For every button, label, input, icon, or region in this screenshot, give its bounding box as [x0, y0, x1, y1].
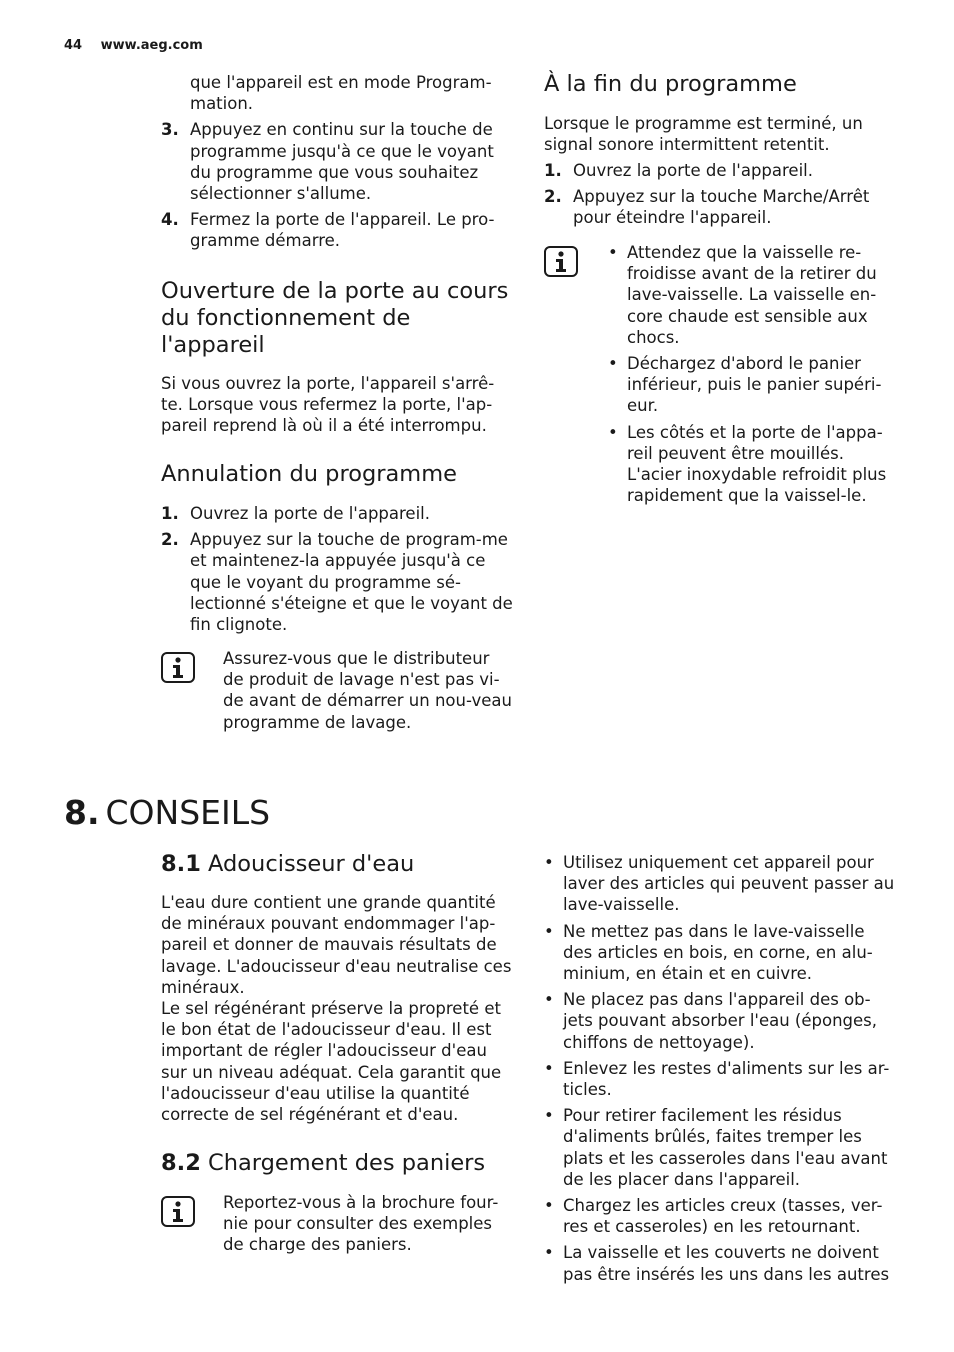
cancel-steps-list	[161, 503, 513, 640]
step-item: 3. Appuyez en continu sur la touche de programme jusqu'à ce que le voyant du programme que vous souhaitez sélectionner s'allume.	[161, 120, 494, 204]
subsection-heading-water-softener: 8.1 Adoucisseur d'eau	[161, 851, 415, 877]
continued-text: que l'appareil est en mode Program-mation.	[190, 73, 492, 114]
list-item: • Déchargez d'abord le panier inférieur, puis le panier supéri-eur.	[608, 353, 896, 417]
section-heading	[64, 793, 270, 833]
section-title: CONSEILS	[105, 793, 271, 832]
step-item: 2. Appuyez sur la touche Marche/Arrêt pour éteindre l'appareil.	[544, 187, 870, 228]
list-item: • Chargez les articles creux (tasses, ver-res et casseroles) en les retournant.	[544, 1195, 896, 1237]
cancel-info-note	[161, 648, 513, 733]
section-number: 8.	[64, 793, 100, 832]
list-item: • Ne placez pas dans l'appareil des ob-jets pouvant absorber l'eau (éponges, chiffons de nettoyage).	[544, 989, 896, 1053]
step-item: 4. Fermez la porte de l'appareil. Le pro-gramme démarre.	[161, 210, 495, 251]
water-softener-text-2: Le sel régénérant préserve la propreté et le bon état de l'adoucisseur d'eau. Il est important de régler l'adoucisseur d'eau sur un niveau adéquat. Cela garantit que l'adoucisseur d'eau utilise la quantité correcte de sel régénérant et d'eau.	[161, 999, 502, 1125]
list-item: • Pour retirer facilement les résidus d'aliments brûlés, faites tremper les plats et les casseroles dans l'eau avant de les placer dans l'appareil.	[544, 1105, 896, 1190]
list-item: • Utilisez uniquement cet appareil pour laver des articles qui peuvent passer au lave-vaisselle.	[544, 852, 896, 916]
info-icon	[161, 1196, 195, 1227]
end-info-note	[544, 242, 896, 511]
list-item: • La vaisselle et les couverts ne doivent pas être insérés les uns dans les autres	[544, 1242, 896, 1284]
page-number: 44	[64, 38, 83, 53]
end-program-text: Lorsque le programme est terminé, un signal sonore intermittent retentit.	[544, 114, 863, 155]
end-steps-list	[544, 160, 896, 234]
list-item: • Les côtés et la porte de l'appa-reil peuvent être mouillés. L'acier inoxydable refroidit plus rapidement que la vaissel-le.	[608, 422, 896, 507]
step-item: 1. Ouvrez la porte de l'appareil.	[544, 161, 813, 180]
list-item: • Attendez que la vaisselle re-froidisse avant de la retirer du lave-vaisselle. La vaisselle en-core chaude est sensible aux chocs.	[608, 242, 896, 348]
loading-note-text: Reportez-vous à la brochure four-nie pour consulter des exemples de charge des paniers.	[223, 1193, 499, 1255]
end-program-heading: À la fin du programme	[544, 71, 797, 97]
website-url: www.aeg.com	[100, 38, 203, 53]
cancel-note-text: Assurez-vous que le distributeur de produit de lavage n'est pas vi-de avant de démarrer un nou-veau programme de lavage.	[223, 649, 512, 732]
water-softener-text-1: L'eau dure contient une grande quantité de minéraux pouvant endommager l'ap-pareil et donner de mauvais résultats de lavage. L'adoucisseur d'eau neutralise ces minéraux.	[161, 893, 512, 997]
info-icon	[544, 246, 578, 277]
list-item: • Ne mettez pas dans le lave-vaisselle des articles en bois, en corne, en alu-minium, en étain et en cuivre.	[544, 921, 896, 985]
tips-bullet-list	[544, 852, 896, 1290]
cancel-heading: Annulation du programme	[161, 461, 457, 487]
door-open-text: Si vous ouvrez la porte, l'appareil s'arrê-te. Lorsque vous refermez la porte, l'ap-pareil reprend là où il a été interrompu.	[161, 374, 495, 436]
step-item: 1. Ouvrez la porte de l'appareil.	[161, 504, 430, 523]
continued-steps-block	[161, 72, 513, 257]
end-note-bullets	[608, 242, 896, 511]
continued-steps-list	[161, 119, 513, 251]
subsection-heading-loading: 8.2 Chargement des paniers	[161, 1150, 486, 1176]
door-open-heading: Ouverture de la porte au cours du fonctionnement de l'appareil	[161, 278, 509, 358]
step-item: 2. Appuyez sur la touche de program-me et maintenez-la appuyée jusqu'à ce que le voyant du programme sé-lectionné s'éteigne et que le voyant de fin clignote.	[161, 530, 513, 635]
list-item: • Enlevez les restes d'aliments sur les ar-ticles.	[544, 1058, 896, 1100]
loading-info-note	[161, 1192, 513, 1256]
info-icon	[161, 652, 195, 683]
page-header	[64, 38, 203, 53]
